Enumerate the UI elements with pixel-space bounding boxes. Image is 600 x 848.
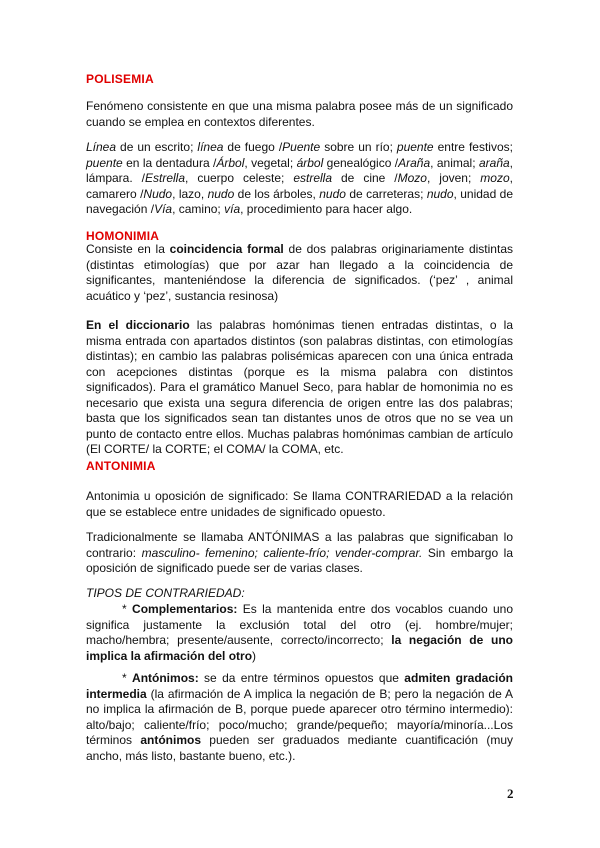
text-run: sobre un río; — [320, 140, 397, 154]
text-run: coincidencia formal — [169, 242, 284, 256]
text-run: ) — [252, 648, 257, 663]
heading-polisemia: POLISEMIA — [86, 72, 154, 86]
text-run: , animal; — [430, 155, 479, 170]
heading-homonimia: HOMONIMIA — [86, 229, 160, 243]
text-run: , lámpara. / — [86, 155, 514, 185]
text-run: pueden ser graduados mediante cuantificación (muy ancho, más listo, bastante bueno, etc.). — [86, 733, 513, 763]
tipo-complementarios — [86, 602, 513, 664]
text-run: Antónimos: — [132, 671, 199, 685]
text-run: Complementarios: — [132, 602, 238, 616]
text-run: puente — [86, 155, 123, 170]
text-run: nudo — [207, 186, 235, 201]
text-run: de los árboles, — [234, 186, 320, 201]
text-run: en la dentadura / — [122, 155, 217, 170]
text-run: , vegetal; — [244, 155, 297, 170]
text-run: la negación de uno implica la afirmación del otro — [86, 633, 513, 663]
text-run: , unidad de navegación / — [86, 186, 514, 216]
heading-antonimia: ANTONIMIA — [86, 459, 156, 473]
homonimia-definition — [86, 242, 513, 304]
text-run: Sin embargo la oposición de significado puede ser de varias clases. — [86, 545, 514, 575]
text-run: Es la mantenida entre dos vocablos cuando uno significa justamente la exclusión total del otro (ej. hombre/mujer; macho/hembra; presente/ausente, correcto/incorrecto; — [86, 602, 513, 647]
text-run: línea — [197, 140, 224, 154]
tipo-antonimos — [86, 671, 513, 764]
text-run: masculino- femenino; caliente-frío; vender-comprar. — [141, 545, 423, 560]
text-run: araña — [478, 155, 510, 170]
text-run: Línea — [86, 140, 117, 154]
antonimia-tradicional — [86, 530, 513, 577]
text-run: (la afirmación de A implica la negación de B; pero la negación de A no implica la afirmación de B, porque puede aparecer otro término intermedio): alto/bajo; caliente/frío; poco/mucho; grande/pequeño; mayoría/minoría...Los términos — [86, 686, 513, 747]
text-run: Estrella — [145, 171, 186, 185]
text-run: de un escrito; — [116, 140, 198, 154]
text-run: * — [122, 671, 133, 685]
text-run: puente — [396, 140, 434, 154]
text-run: nudo — [319, 186, 346, 201]
text-run: entre festivos; — [433, 140, 513, 154]
polisemia-examples — [86, 140, 513, 218]
text-run: se da entre términos opuestos que — [198, 671, 405, 685]
text-run: Mozo — [397, 171, 427, 185]
text-run: las palabras homónimas tienen entradas distintas, o la misma entrada con apartados distintos (son palabras distintas, con etimologías distintas); en cambio las palabras polisémicas aparecen con una única entrada con acepciones distintas (porque es la misma palabra con distintos significados). Para el gramático Manuel Seco, para hablar de homonimia no es necesario que exista una segura diferencia de origen entre las dos palabras; basta que los significados sean tan distantes unos de otros que no se vea un punto de contacto entre ellos. Muchas palabras homónimas cambian de artículo (El CORTE/ la CORTE; el COMA/ la COMA, etc. — [86, 318, 513, 456]
text-run: genealógico / — [323, 155, 399, 170]
text-run: de carreteras; — [345, 186, 427, 201]
antonimia-definition: Antonimia u oposición de significado: Se llama CONTRARIEDAD a la relación que se establece entre unidades de significado opuesto. — [86, 489, 513, 519]
homonimia-diccionario — [86, 318, 513, 458]
text-run: * — [122, 602, 133, 616]
text-run: árbol — [296, 155, 324, 170]
text-run: de dos palabras originariamente distintas (distintas etimologías) que por azar han llegado a la coincidencia de significantes, manteniéndose la diferencia de significados. (‘pez’ , animal acuático y ‘pez’, sustancia resinosa) — [86, 242, 513, 303]
text-run: mozo — [480, 171, 510, 185]
text-run: admiten gradación intermedia — [86, 671, 514, 701]
text-run: Árbol — [216, 155, 245, 170]
tipos-contrariedad-title: TIPOS DE CONTRARIEDAD: — [86, 586, 245, 600]
text-run: vía — [224, 202, 241, 216]
text-run: Vía — [154, 202, 173, 216]
text-run: de fuego / — [223, 140, 283, 154]
text-run: de cine / — [332, 171, 398, 185]
text-run: , camino; — [172, 202, 225, 216]
text-run: estrella — [293, 171, 333, 185]
polisemia-definition: Fenómeno consistente en que una misma palabra posee más de un significado cuando se emplea en contextos diferentes. — [86, 99, 513, 129]
text-run: En el diccionario — [86, 318, 190, 332]
text-run: Tradicionalmente se llamaba ANTÓNIMAS a las palabras que significaban lo contrario: — [86, 530, 513, 560]
text-run: Puente — [282, 140, 321, 154]
text-run: Araña — [398, 155, 431, 170]
text-run: , procedimiento para hacer algo. — [240, 202, 413, 216]
text-run: , cuerpo celeste; — [185, 171, 294, 185]
text-run: , lazo, — [172, 186, 208, 201]
page-number: 2 — [507, 786, 514, 801]
text-run: , camarero / — [86, 171, 513, 201]
text-run: nudo — [426, 186, 454, 201]
text-run: Nudo — [143, 186, 173, 201]
text-run: Consiste en la — [86, 242, 170, 256]
text-run: antónimos — [140, 733, 201, 747]
text-run: , joven; — [426, 171, 481, 185]
